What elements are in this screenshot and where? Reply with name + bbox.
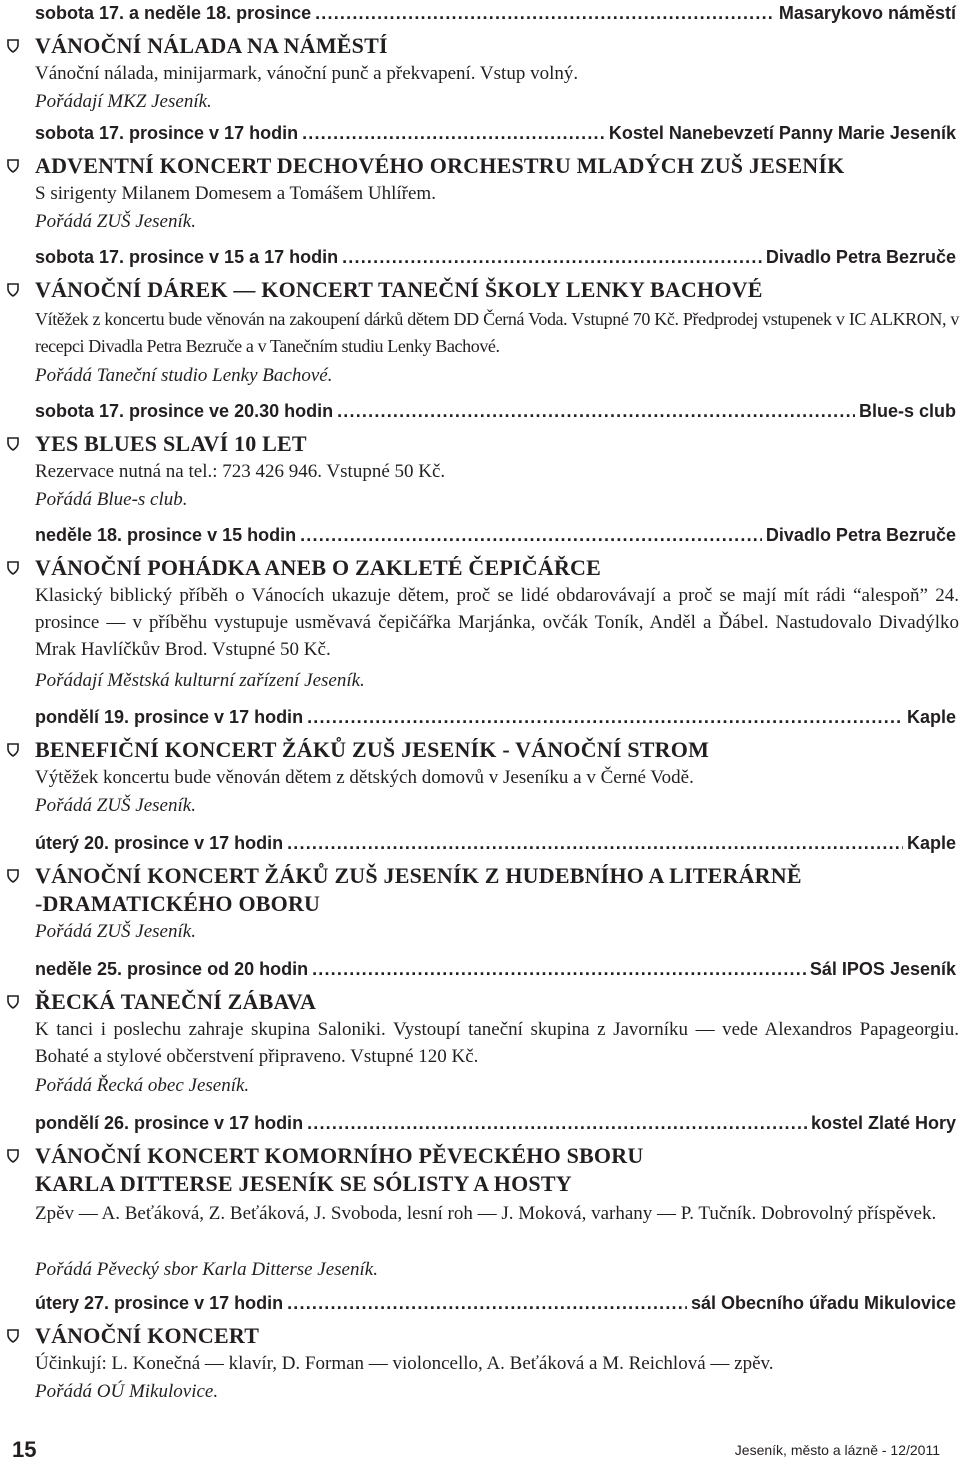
dot-leader (287, 832, 903, 854)
event-organizer: Pořádá Pěvecký sbor Karla Ditterse Jeseník. (35, 1259, 378, 1280)
event-organizer: Pořádá ZUŠ Jeseník. (35, 921, 196, 942)
event-when-line (35, 706, 956, 728)
event-venue: Divadlo Petra Bezruče (765, 247, 956, 267)
event-organizer: Pořádají MKZ Jeseník. (35, 91, 212, 112)
event-venue: Kaple (906, 833, 956, 853)
event-when-line (35, 832, 956, 854)
event-title: YES BLUES SLAVÍ 10 LET (35, 431, 307, 456)
event-organizer: Pořádá ZUŠ Jeseník. (35, 795, 196, 816)
event-venue: sál Obecního úřadu Mikulovice (690, 1293, 956, 1313)
event-description: S sirigenty Milanem Domesem a Tomášem Uhlířem. (35, 183, 436, 204)
event-venue: Masarykovo náměstí (778, 3, 956, 23)
event-title: ADVENTNÍ KONCERT DECHOVÉHO ORCHESTRU MLADÝCH ZUŠ JESENÍK (35, 153, 845, 178)
event-title: VÁNOČNÍ POHÁDKA ANEB O ZAKLETÉ ČEPIČÁŘCE (35, 555, 602, 580)
shield-bullet-icon (7, 1149, 19, 1163)
event-datetime: sobota 17. prosince v 17 hodin (35, 123, 299, 143)
event-when-line (35, 400, 956, 422)
event-datetime: sobota 17. prosince v 15 a 17 hodin (35, 247, 339, 267)
dot-leader (307, 706, 903, 728)
event-when-line (35, 1112, 956, 1134)
dot-leader (300, 524, 762, 546)
shield-bullet-icon (7, 283, 19, 297)
event-description: K tanci i poslechu zahraje skupina Saloniki. Vystoupí taneční skupina z Javorníku — vede Alexandros Papageorgiu. Bohaté a stylové občerstvení připraveno. Vstupné 120 Kč. (35, 1019, 959, 1067)
dot-leader (302, 122, 605, 144)
event-description: Výtěžek koncertu bude věnován dětem z dětských domovů v Jeseníku a v Černé Vodě. (35, 767, 694, 788)
event-when-line (35, 1292, 956, 1314)
event-description: Rezervace nutná na tel.: 723 426 946. Vstupné 50 Kč. (35, 461, 446, 482)
event-when-line (35, 524, 956, 546)
event-when-line (35, 958, 956, 980)
event-organizer: Pořádá Řecká obec Jeseník. (35, 1075, 250, 1096)
shield-bullet-icon (7, 39, 19, 53)
shield-bullet-icon (7, 159, 19, 173)
event-venue: Blue-s club (858, 401, 956, 421)
dot-leader (315, 2, 775, 24)
shield-bullet-icon (7, 1329, 19, 1343)
event-datetime: neděle 25. prosince od 20 hodin (35, 959, 309, 979)
event-when-line (35, 122, 956, 144)
event-venue: Sál IPOS Jeseník (809, 959, 956, 979)
event-datetime: sobota 17. prosince ve 20.30 hodin (35, 401, 334, 421)
shield-bullet-icon (7, 561, 19, 575)
publication-footer: Jeseník, město a lázně - 12/2011 (734, 1442, 940, 1458)
shield-bullet-icon (7, 869, 19, 883)
shield-bullet-icon (7, 743, 19, 757)
event-datetime: pondělí 19. prosince v 17 hodin (35, 707, 304, 727)
dot-leader (337, 400, 855, 422)
event-venue: Kostel Nanebevzetí Panny Marie Jeseník (608, 123, 956, 143)
event-title: ŘECKÁ TANEČNÍ ZÁBAVA (35, 989, 317, 1014)
event-datetime: neděle 18. prosince v 15 hodin (35, 525, 297, 545)
event-title: VÁNOČNÍ KONCERT KOMORNÍHO PĚVECKÉHO SBORU KARLA DITTERSE JESENÍK SE SÓLISTY A HOSTY (35, 1143, 644, 1196)
event-title: VÁNOČNÍ KONCERT (35, 1323, 260, 1348)
event-datetime: úterý 20. prosince v 17 hodin (35, 833, 284, 853)
dot-leader (307, 1112, 807, 1134)
event-when-line (35, 246, 956, 268)
event-when-line (35, 2, 956, 24)
event-description: Klasický biblický příběh o Vánocích ukazuje dětem, proč se lidé obdarovávají a proč se mají mít rádi “alespoň” 24. prosince — v příběhu vystupuje usměvavá čepičářka Marjánka, ovčák Toník, Anděl a Ďábel. Nastudovalo Divadýlko Mrak Havlíčkův Brod. Vstupné 50 Kč. (35, 585, 959, 660)
shield-bullet-icon (7, 437, 19, 451)
event-title: VÁNOČNÍ KONCERT ŽÁKŮ ZUŠ JESENÍK Z HUDEBNÍHO A LITERÁRNĚ -DRAMATICKÉHO OBORU (35, 863, 802, 916)
event-description: Zpěv — A. Beťáková, Z. Beťáková, J. Svoboda, lesní roh — J. Moková, varhany — P. Tučník. Dobrovolný příspěvek. (35, 1203, 937, 1224)
event-organizer: Pořádá Blue-s club. (35, 489, 188, 510)
event-datetime: útery 27. prosince v 17 hodin (35, 1293, 284, 1313)
event-organizer: Pořádá Taneční studio Lenky Bachové. (35, 365, 333, 386)
page-number: 15 (12, 1437, 37, 1462)
event-organizer: Pořádají Městská kulturní zařízení Jeseník. (35, 670, 365, 691)
event-venue: kostel Zlaté Hory (810, 1113, 956, 1133)
dot-leader (312, 958, 806, 980)
event-datetime: pondělí 26. prosince v 17 hodin (35, 1113, 304, 1133)
event-datetime: sobota 17. a neděle 18. prosince (35, 3, 312, 23)
event-description: Účinkují: L. Konečná — klavír, D. Forman — violoncello, A. Beťáková a M. Reichlová — zpěv. (35, 1353, 774, 1374)
dot-leader (287, 1292, 687, 1314)
event-description: Vítěžek z koncertu bude věnován na zakoupení dárků dětem DD Černá Voda. Vstupné 70 Kč. Předprodej vstupenek v IC ALKRON, v recepci Divadla Petra Bezruče a v Tanečním studiu Lenky Bachové. (35, 309, 959, 356)
dot-leader (342, 246, 762, 268)
event-organizer: Pořádá OÚ Mikulovice. (35, 1381, 219, 1402)
shield-bullet-icon (7, 995, 19, 1009)
event-title: BENEFIČNÍ KONCERT ŽÁKŮ ZUŠ JESENÍK - VÁNOČNÍ STROM (35, 737, 710, 762)
event-title: VÁNOČNÍ DÁREK — KONCERT TANEČNÍ ŠKOLY LENKY BACHOVÉ (35, 277, 763, 302)
event-venue: Kaple (906, 707, 956, 727)
event-title: VÁNOČNÍ NÁLADA NA NÁMĚSTÍ (35, 33, 388, 58)
event-venue: Divadlo Petra Bezruče (765, 525, 956, 545)
event-description: Vánoční nálada, minijarmark, vánoční punč a překvapení. Vstup volný. (35, 63, 579, 84)
event-organizer: Pořádá ZUŠ Jeseník. (35, 211, 196, 232)
